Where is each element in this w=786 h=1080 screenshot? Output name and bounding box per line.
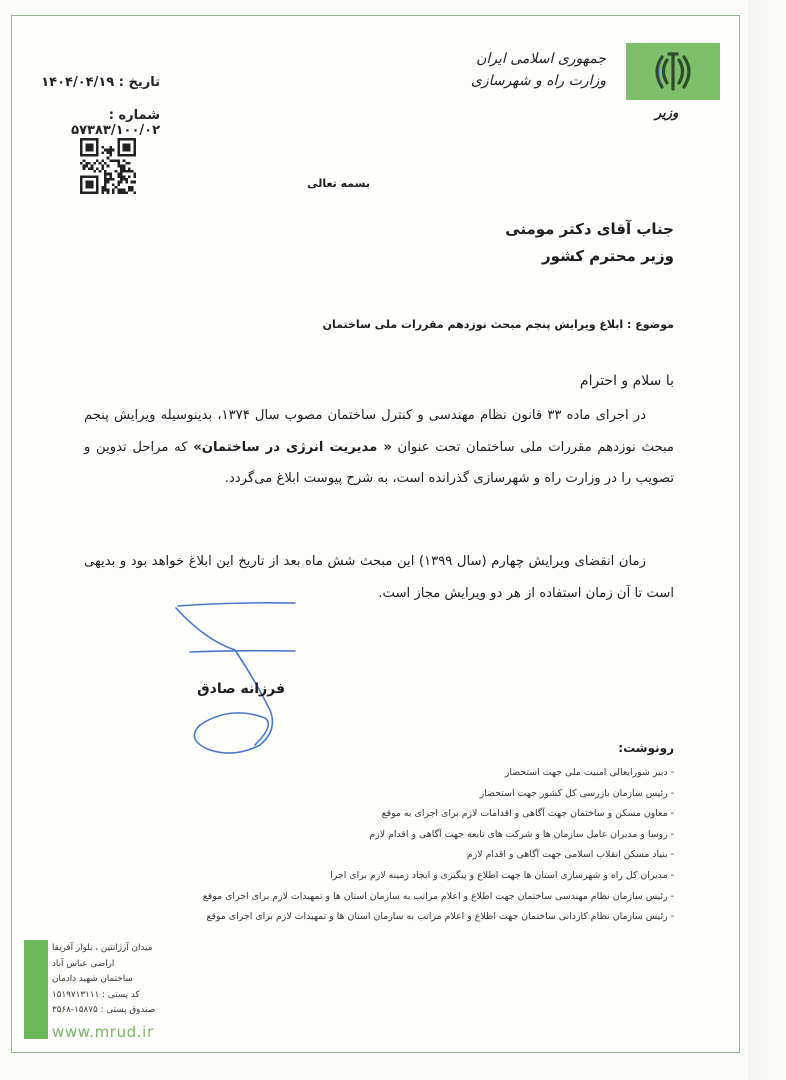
cc-item: - رئیس سازمان نظام مهندسی ساختمان جهت اطلاع و اعلام مراتب به سازمان استان ها و تمهیدات لازم برای اجرای موقع	[202, 890, 674, 902]
cc-item: - دبیر شورایعالی امنیت ملی جهت استحضار	[504, 767, 674, 778]
recipient-title: وزیر محترم کشور	[542, 247, 674, 265]
cc-item: - رئیس سازمان بازرسی کل کشور جهت استحضار	[479, 787, 674, 799]
bismillah: بسمه تعالی	[307, 177, 370, 190]
number-value: ۵۷۳۸۳/۱۰۰/۰۲	[71, 123, 160, 138]
website-link[interactable]: www.mrud.ir	[52, 1023, 154, 1041]
date-value: ۱۴۰۴/۰۴/۱۹	[41, 75, 115, 90]
cc-item: - مدیران کل راه و شهرسازی استان ها جهت اطلاع و پیگیری و ایجاد زمینه لازم برای اجرا	[330, 869, 674, 881]
para1-title: « مدیریت انرژی در ساختمان»	[193, 439, 392, 455]
body-paragraph-1	[84, 400, 674, 495]
para1-text: در اجرای ماده ۳۳ قانون نظام مهندسی و کنترل ساختمان مصوب سال ۱۳۷۴، بدینوسیله ویرایش پنجم مبحث نوزدهم مقررات ملی ساختمان تحت عنوان	[84, 408, 674, 455]
country-name: جمهوری اسلامی ایران	[476, 51, 606, 67]
date-label: تاریخ :	[118, 75, 160, 90]
greeting: با سلام و احترام	[579, 373, 674, 389]
po-box: صندوق پستی : ۱۵۸۷۵-۳۵۶۸	[52, 1005, 156, 1015]
footer-address	[52, 941, 162, 1019]
qr-code-icon[interactable]	[80, 138, 136, 194]
cc-item: - روسا و مدیران عامل سازمان ها و شرکت های تابعه جهت آگاهی و اقدام لازم	[369, 828, 674, 840]
signature-scribble	[160, 600, 310, 760]
iran-emblem-icon	[648, 49, 698, 95]
number-label: شماره :	[108, 108, 160, 123]
cc-item: - بنیاد مسکن انقلاب اسلامی جهت آگاهی و اقدام لازم	[466, 849, 674, 861]
subject-line: موضوع : ابلاغ ویرایش پنجم مبحث نوزدهم مقررات ملی ساختمان	[322, 318, 674, 331]
para1-rest: که مراحل تدوین و تصویب را در وزارت راه و شهرسازی گذرانده است، به شرح پیوست ابلاغ می‌گردد.	[84, 439, 674, 486]
para2-text: زمان انقضای ویرایش چهارم (سال ۱۳۹۹) این مبحث شش ماه بعد از تاریخ این ابلاغ خواهد بود و بدیهی است تا آن زمان استفاده از هر دو ویرایش مجاز است.	[84, 554, 674, 601]
cc-title: رونوشت:	[618, 741, 674, 755]
letter-number	[30, 108, 160, 138]
recipient	[505, 216, 674, 270]
ministry-name: وزارت راه و شهرسازی	[470, 73, 606, 89]
emblem-box	[626, 43, 720, 100]
cc-list	[203, 763, 674, 928]
ministry-title	[471, 48, 606, 92]
office-label: وزیر	[655, 106, 679, 121]
signer-name: فرزانه صادق	[197, 681, 285, 697]
letter-date	[40, 75, 160, 90]
address-line: اراضی عباس آباد	[52, 958, 115, 969]
address-line: ساختمان شهید دادمان	[52, 974, 133, 984]
page-edge	[748, 0, 786, 1080]
address-line: میدان آرژانتین ، بلوار آفریقا	[52, 943, 153, 953]
postal-code: کد پستی : ۱۵۱۹۷۱۳۱۱۱	[52, 989, 140, 1000]
recipient-name: جناب آقای دکتر مومنی	[505, 220, 674, 238]
cc-item: - معاون مسکن و ساختمان جهت آگاهی و اقدامات لازم برای اجرای به موقع	[381, 808, 674, 820]
cc-item: - رئیس سازمان نظام کاردانی ساختمان جهت اطلاع و اعلام مراتب به سازمان استان ها و تمهیدات لازم برای اجرای موقع	[206, 911, 674, 923]
footer-accent-bar	[24, 940, 48, 1039]
